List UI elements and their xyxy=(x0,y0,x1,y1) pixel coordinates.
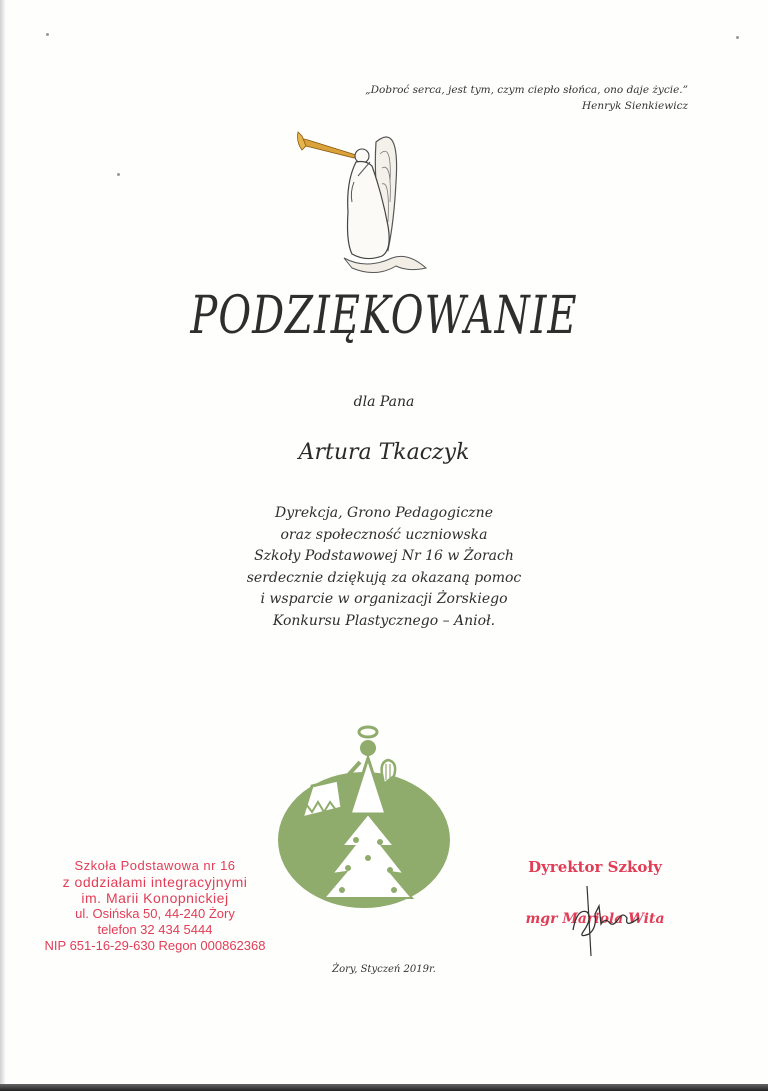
stamp-line: telefon 32 434 5444 xyxy=(97,922,213,937)
body-line: serdecznie dziękują za okazaną pomoc xyxy=(246,569,522,586)
director-name: mgr Mariola Wita xyxy=(525,911,665,927)
handwritten-signature xyxy=(565,878,645,958)
recipient-name: Artura Tkaczyk xyxy=(298,440,470,465)
quote-author: Henryk Sienkiewicz xyxy=(581,100,688,112)
scan-bottom-edge xyxy=(0,1084,768,1091)
scan-speck xyxy=(117,173,120,176)
school-stamp xyxy=(20,858,290,954)
quote-block xyxy=(330,82,688,114)
stamp-line: z oddziałami integracyjnymi xyxy=(62,874,248,890)
body-line: Konkursu Plastycznego – Anioł. xyxy=(272,612,496,629)
thank-you-text xyxy=(0,503,768,632)
director-title: Dyrektor Szkoły xyxy=(528,858,662,876)
trumpet-angel-icon xyxy=(296,122,446,278)
body-line: Szkoły Podstawowej Nr 16 w Żorach xyxy=(254,548,514,564)
stamp-line: ul. Osińska 50, 44-240 Żory xyxy=(75,906,235,921)
scan-speck xyxy=(46,33,49,36)
scan-speck xyxy=(736,36,739,39)
stamp-line: im. Marii Konopnickiej xyxy=(81,890,229,906)
place-and-date: Żory, Styczeń 2019r. xyxy=(332,964,436,975)
quote-text: „Dobroć serca, jest tym, czym ciepło słońca, ono daje życie.” xyxy=(365,84,688,96)
certificate-title: PODZIĘKOWANIE xyxy=(190,286,578,346)
body-line: oraz społeczność uczniowska xyxy=(280,526,488,543)
body-line: Dyrekcja, Grono Pedagogiczne xyxy=(275,505,493,521)
stamp-line: Szkoła Podstawowa nr 16 xyxy=(74,858,236,873)
angel-christmas-tree-logo-icon xyxy=(272,722,462,912)
recipient-prefix: dla Pana xyxy=(353,394,415,410)
stamp-line: NIP 651-16-29-630 Regon 000862368 xyxy=(44,938,266,953)
body-line: i wsparcie w organizacji Żorskiego xyxy=(260,591,508,607)
